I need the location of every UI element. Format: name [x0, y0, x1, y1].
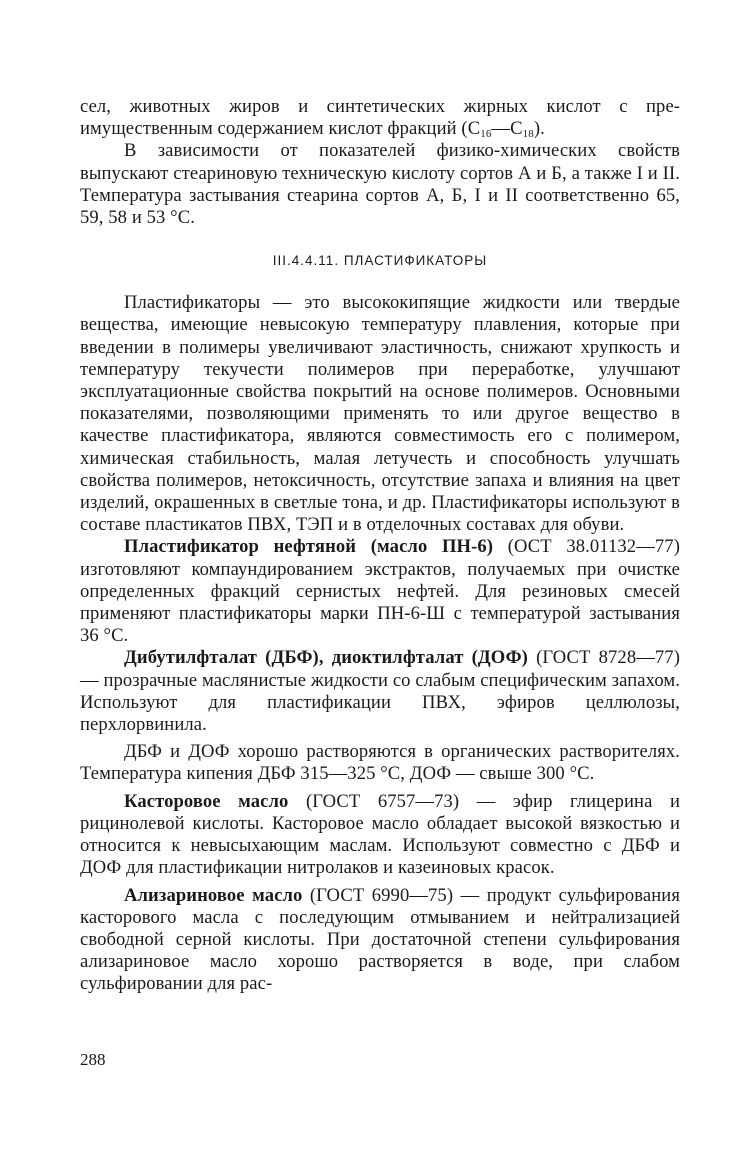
paragraph-oil-plasticizer	[80, 536, 680, 647]
paragraph-text: ).	[533, 118, 545, 140]
term-heading: Пластификатор нефтяной (масло ПН-6)	[124, 536, 494, 558]
paragraph-text: сел, животных жиров и синтетических жирных кислот с преимущественным содержанием кислот фракций (С	[80, 96, 680, 140]
paragraph-castor-oil	[80, 791, 680, 880]
paragraph-phthalates-solubility: ДБФ и ДОФ хорошо растворяются в органических растворителях. Температура кипения ДБФ 315—325 °С, ДОФ — свыше 300 °С.	[80, 741, 680, 785]
section-heading: III.4.4.11. ПЛАСТИФИКАТОРЫ	[272, 253, 488, 269]
book-page	[80, 96, 680, 996]
subscript: 16	[480, 128, 492, 141]
page-number: 288	[80, 1050, 106, 1069]
paragraph-text: —С	[491, 118, 523, 140]
term-heading: Дибутилфталат (ДБФ), диоктилфталат (ДОФ)	[124, 647, 528, 669]
term-heading: Ализариновое масло	[124, 884, 303, 906]
paragraph-text: (ОСТ 38.01132—77) изготовляют компаундированием экстрактов, получаемых при очистке определенных фракций сернистых нефтей. Для резиновых смесей применяют пластификаторы марки ПН-6-Ш с температурой застывания 36 °С.	[80, 536, 680, 647]
paragraph-plasticizers-definition: Пластификаторы — это высококипящие жидкости или твердые вещества, имеющие невысокую температуру плавления, которые при введении в полимеры увеличивают эластичность, снижают хрупкость и температуру текучести полимеров при переработке, улучшают эксплуатационные свойства покрытий на основе полимеров. Основными показателями, позволяющими применять то или другое вещество в качестве пластификатора, являются совместимость его с полимером, химическая стабильность, малая летучесть и способность улучшать свойства полимеров, нетоксичность, отсутствие запаха и влияния на цвет изделий, окрашенных в светлые тона, и др. Пластификаторы используют в составе пластикатов ПВХ, ТЭП и в отделочных составах для обуви.	[80, 292, 680, 536]
paragraph-alizarin-oil	[80, 885, 680, 996]
paragraph-text: (ГОСТ 8728—77) — прозрачные маслянистые жидкости со слабым специфическим запахом. Используют для пластификации ПВХ, эфиров целлюлозы, перхлорвинила.	[80, 647, 681, 736]
term-heading: Касторовое масло	[124, 790, 289, 812]
subscript: 18	[522, 128, 534, 141]
paragraph-text: (ГОСТ 6990—75) — продукт сульфирования касторового масла с последующим отмыванием и нейтрализацией свободной серной кислоты. При достаточной степени сульфирования ализариновое масло хорошо растворяется в воде, при слабом сульфировании для рас-	[80, 884, 681, 995]
paragraph-phthalates	[80, 647, 680, 736]
paragraph-stearic-grades: В зависимости от показателей физико-химических свойств выпускают стеариновую техническую кислоту сортов А и Б, а также I и II. Температура застывания стеарина сортов А, Б, I и II соответственно 65, 59, 58 и 53 °С.	[80, 140, 680, 229]
paragraph-text: (ГОСТ 6757—73) — эфир глицерина и рицинолевой кислоты. Касторовое масло обладает высокой вязкостью и относится к невысыхающим маслам. Используют совместно с ДБФ и ДОФ для пластификации нитролаков и казеиновых красок.	[80, 790, 680, 879]
paragraph-stearic-origin	[80, 96, 680, 140]
